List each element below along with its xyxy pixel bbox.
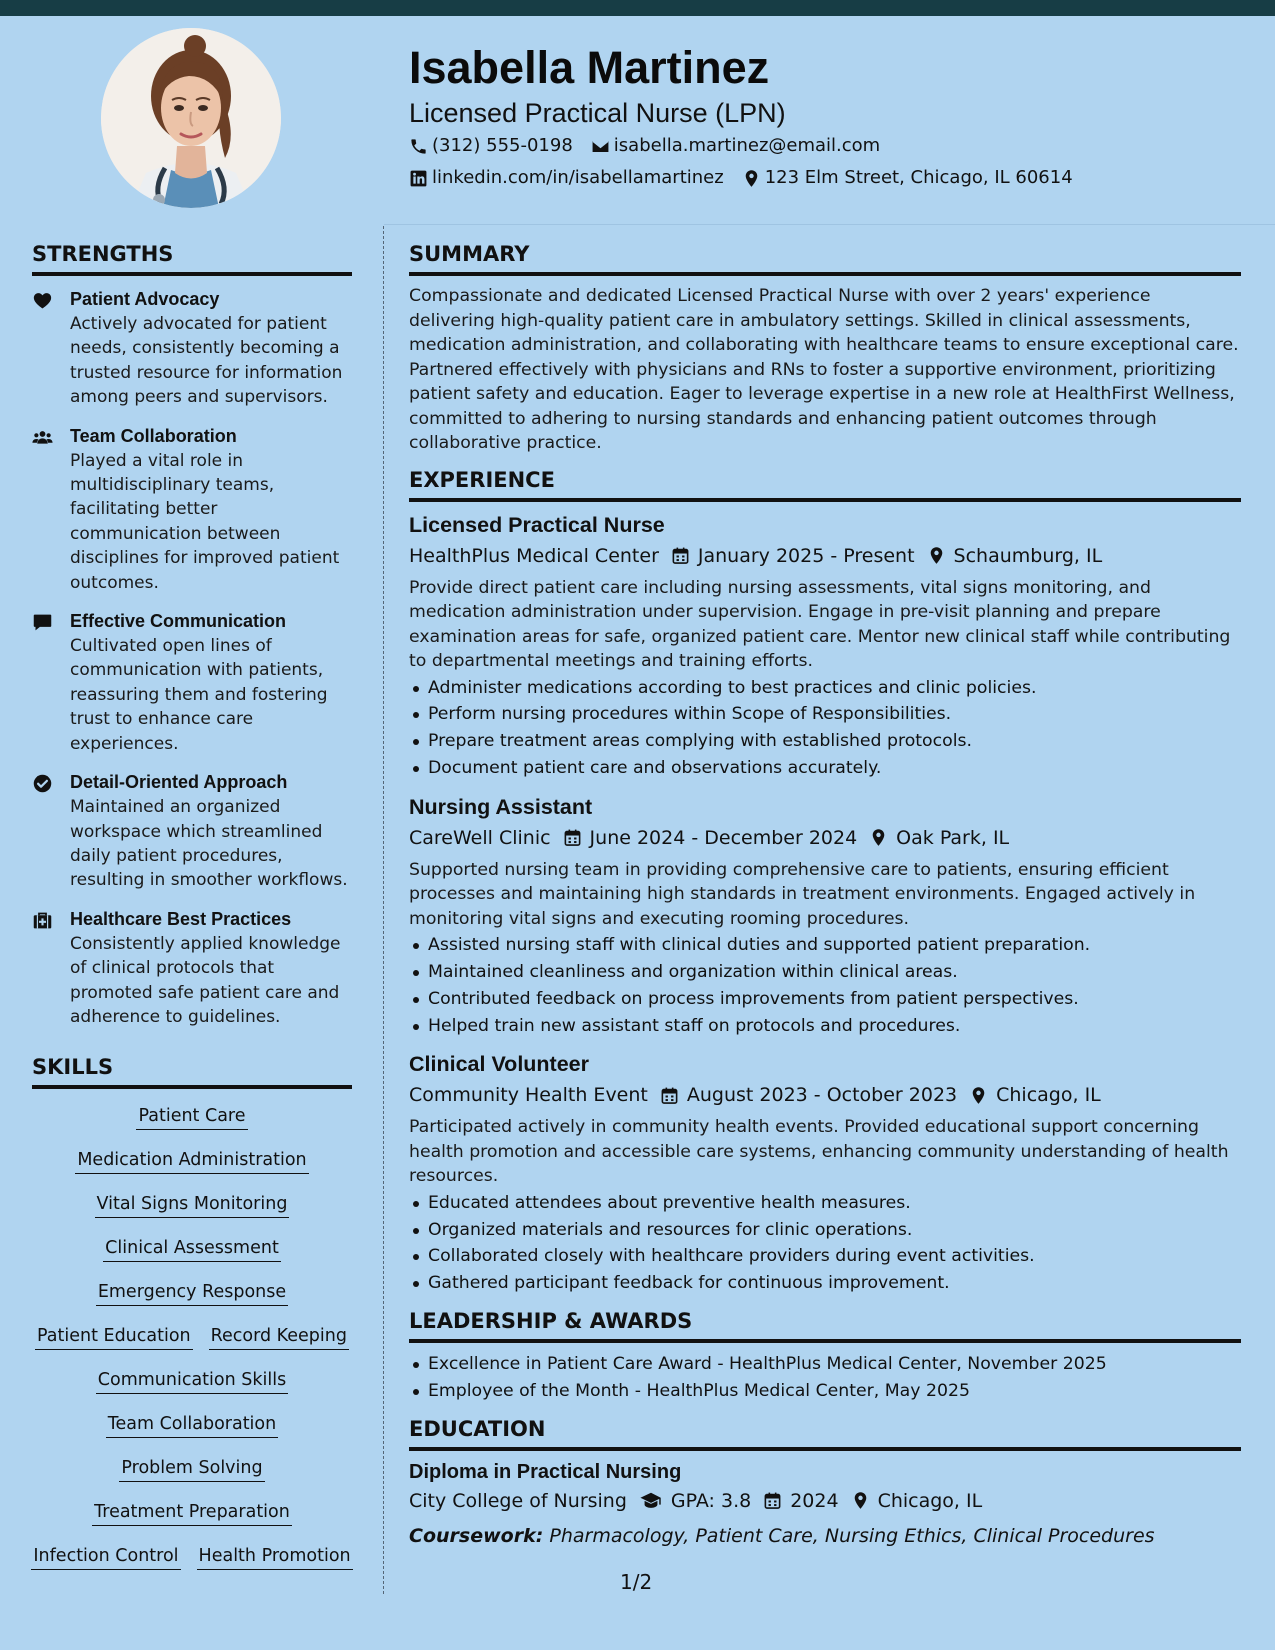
- list-item: Prepare treatment areas complying with established protocols.: [409, 728, 1241, 755]
- contact-address: [742, 162, 1073, 194]
- job-dates: June 2024 - December 2024: [589, 826, 858, 849]
- coursework: [409, 1521, 1241, 1551]
- job-description: Supported nursing team in providing comprehensive care to patients, ensuring efficient processes and maintaining high standards in treatment environments. Engaged actively in monitoring vital signs and executing rooming procedures.: [409, 859, 1196, 929]
- left-column: [32, 240, 352, 1587]
- job-bullets: [409, 932, 1241, 1039]
- heart-icon: [32, 290, 53, 311]
- strength-desc: Consistently applied knowledge of clinical protocols that promoted safe patient care and adherence to guidelines.: [70, 933, 341, 1027]
- page-number: 1/2: [620, 1570, 653, 1594]
- strength-item: [32, 906, 352, 1030]
- list-item: Helped train new assistant staff on protocols and procedures.: [409, 1013, 1241, 1040]
- strength-title: Healthcare Best Practices: [70, 908, 292, 929]
- envelope-icon: [591, 137, 610, 156]
- job-meta: [409, 540, 1241, 572]
- candidate-title: Licensed Practical Nurse (LPN): [409, 98, 786, 128]
- skill-tag: Treatment Preparation: [92, 1499, 292, 1526]
- school-location: Chicago, IL: [877, 1489, 983, 1512]
- resume-header: [409, 40, 1249, 194]
- job-bullets: [409, 675, 1241, 782]
- awards-list: [409, 1351, 1241, 1405]
- strength-item: [32, 286, 352, 410]
- map-pin-icon: [969, 1086, 988, 1105]
- skill-tag: Communication Skills: [96, 1367, 288, 1394]
- strength-title: Team Collaboration: [70, 425, 237, 446]
- list-item: Assisted nursing staff with clinical duties and supported patient preparation.: [409, 932, 1241, 959]
- summary-section: [409, 240, 1241, 456]
- linkedin-text[interactable]: linkedin.com/in/isabellamartinez: [432, 167, 724, 188]
- job-dates: August 2023 - October 2023: [686, 1084, 958, 1107]
- skills-list: [32, 1103, 352, 1587]
- graduation-year: 2024: [790, 1489, 839, 1512]
- strengths-heading: STRENGTHS: [32, 240, 352, 276]
- candidate-name: Isabella Martinez: [409, 42, 770, 93]
- contact-phone: [409, 130, 573, 162]
- check-circle-icon: [32, 773, 53, 794]
- list-item: Maintained cleanliness and organization within clinical areas.: [409, 959, 1241, 986]
- awards-heading: LEADERSHIP & AWARDS: [409, 1307, 1241, 1343]
- strengths-list: [32, 286, 352, 1029]
- email-text[interactable]: isabella.martinez@email.com: [613, 135, 881, 156]
- skills-heading: SKILLS: [32, 1053, 352, 1089]
- phone-text: (312) 555-0198: [432, 135, 573, 156]
- list-item: Perform nursing procedures within Scope of Responsibilities.: [409, 701, 1241, 728]
- job-location: Schaumburg, IL: [953, 544, 1103, 567]
- strength-desc: Actively advocated for patient needs, consistently becoming a trusted resource for information among peers and supervisors.: [70, 314, 343, 408]
- job-description: Provide direct patient care including nursing assessments, vital signs monitoring, and medication administration under supervision. Engage in pre-visit planning and prepare examination areas for safe, organized patient care. Mentor new clinical staff while contributing to departmental meetings and training efforts.: [409, 577, 1231, 671]
- gpa-text: GPA: 3.8: [670, 1489, 752, 1512]
- education-heading: EDUCATION: [409, 1415, 1241, 1451]
- education-meta: [409, 1485, 1241, 1517]
- linkedin-icon: [409, 169, 428, 188]
- experience-heading: EXPERIENCE: [409, 466, 1241, 502]
- job-org: CareWell Clinic: [409, 826, 551, 849]
- list-item: Excellence in Patient Care Award - HealthPlus Medical Center, November 2025: [409, 1351, 1241, 1378]
- profile-photo: [101, 28, 281, 208]
- contact-email[interactable]: [591, 130, 880, 162]
- column-divider: [383, 226, 384, 1594]
- strength-title: Effective Communication: [70, 611, 287, 632]
- skill-tag: Emergency Response: [96, 1279, 288, 1306]
- skill-tag: Health Promotion: [197, 1543, 353, 1570]
- strength-title: Detail-Oriented Approach: [70, 772, 288, 793]
- strength-desc: Played a vital role in multidisciplinary teams, facilitating better communication between disciplines for improved patient outcomes.: [70, 450, 340, 593]
- map-pin-icon: [869, 828, 888, 847]
- coursework-label: Coursework:: [409, 1524, 544, 1547]
- summary-heading: SUMMARY: [409, 240, 1241, 276]
- job-entry: [409, 792, 1241, 1040]
- list-item: Organized materials and resources for clinic operations.: [409, 1217, 1241, 1244]
- skill-tag: Problem Solving: [119, 1455, 264, 1482]
- skill-tag: Infection Control: [31, 1543, 180, 1570]
- job-title: Licensed Practical Nurse: [409, 512, 665, 537]
- coursework-list: Pharmacology, Patient Care, Nursing Ethics, Clinical Procedures: [549, 1524, 1155, 1547]
- education-section: [409, 1415, 1241, 1551]
- job-description: Participated actively in community health events. Provided educational support concerning health promotion and accessible care systems, enhancing community understanding of health resources.: [409, 1117, 1229, 1187]
- job-location: Chicago, IL: [996, 1084, 1101, 1107]
- list-item: Document patient care and observations accurately.: [409, 755, 1241, 782]
- calendar-icon: [763, 1491, 782, 1510]
- job-bullets: [409, 1190, 1241, 1297]
- portrait-image: [101, 28, 281, 208]
- address-text: 123 Elm Street, Chicago, IL 60614: [764, 167, 1073, 188]
- skill-tag: Team Collaboration: [106, 1411, 278, 1438]
- strength-desc: Cultivated open lines of communication with patients, reassuring them and fostering trust to enhance care experiences.: [70, 636, 328, 754]
- contact-row-2: [409, 162, 1249, 194]
- calendar-icon: [563, 828, 582, 847]
- skill-tag: Medication Administration: [75, 1147, 308, 1174]
- job-title: Nursing Assistant: [409, 794, 593, 819]
- skill-tag: Record Keeping: [209, 1323, 349, 1350]
- list-item: Employee of the Month - HealthPlus Medical Center, May 2025: [409, 1378, 1241, 1405]
- job-meta: [409, 822, 1241, 854]
- list-item: Administer medications according to best practices and clinic policies.: [409, 675, 1241, 702]
- strength-item: [32, 423, 352, 595]
- job-title: Clinical Volunteer: [409, 1052, 589, 1077]
- map-pin-icon: [851, 1491, 870, 1510]
- strength-item: [32, 769, 352, 893]
- graduation-cap-icon: [639, 1490, 663, 1512]
- awards-section: [409, 1307, 1241, 1405]
- skill-tag: Patient Education: [35, 1323, 193, 1350]
- users-icon: [32, 427, 53, 448]
- summary-text: Compassionate and dedicated Licensed Practical Nurse with over 2 years' experience delivering high-quality patient care in ambulatory settings. Skilled in clinical assessments, medication administration, and collaborating with healthcare teams to ensure exceptional care. Partnered effectively with physicians and RNs to foster a supportive environment, prioritizing patient safety and education. Eager to leverage expertise in a new role at HealthFirst Wellness, committed to adhering to nursing standards and enhancing patient outcomes through collaborative practice.: [409, 286, 1239, 453]
- job-dates: January 2025 - Present: [697, 544, 915, 567]
- map-pin-icon: [742, 169, 761, 188]
- strength-desc: Maintained an organized workspace which streamlined daily patient procedures, resulting in smoother workflows.: [70, 797, 348, 891]
- strength-title: Patient Advocacy: [70, 289, 220, 309]
- job-org: Community Health Event: [409, 1084, 648, 1107]
- experience-section: [409, 466, 1241, 1298]
- contact-linkedin[interactable]: [409, 162, 724, 194]
- list-item: Educated attendees about preventive health measures.: [409, 1190, 1241, 1217]
- calendar-icon: [660, 1086, 679, 1105]
- map-pin-icon: [927, 546, 946, 565]
- list-item: Gathered participant feedback for continuous improvement.: [409, 1270, 1241, 1297]
- medical-kit-icon: [32, 910, 53, 931]
- strength-item: [32, 608, 352, 756]
- right-column: [409, 240, 1241, 1561]
- school-name: City College of Nursing: [409, 1489, 627, 1512]
- list-item: Collaborated closely with healthcare providers during event activities.: [409, 1243, 1241, 1270]
- top-accent-bar: [0, 0, 1275, 16]
- job-meta: [409, 1079, 1241, 1111]
- list-item: Contributed feedback on process improvements from patient perspectives.: [409, 986, 1241, 1013]
- skill-tag: Vital Signs Monitoring: [95, 1191, 290, 1218]
- skill-tag: Patient Care: [136, 1103, 247, 1130]
- job-org: HealthPlus Medical Center: [409, 544, 659, 567]
- calendar-icon: [671, 546, 690, 565]
- job-entry: [409, 1049, 1241, 1297]
- job-entry: [409, 510, 1241, 782]
- skill-tag: Clinical Assessment: [103, 1235, 281, 1262]
- comment-icon: [32, 612, 53, 633]
- contact-row-1: [409, 130, 1249, 162]
- phone-icon: [409, 137, 428, 156]
- job-location: Oak Park, IL: [896, 826, 1010, 849]
- degree-title: Diploma in Practical Nursing: [409, 1460, 682, 1483]
- header-divider: [384, 224, 1275, 225]
